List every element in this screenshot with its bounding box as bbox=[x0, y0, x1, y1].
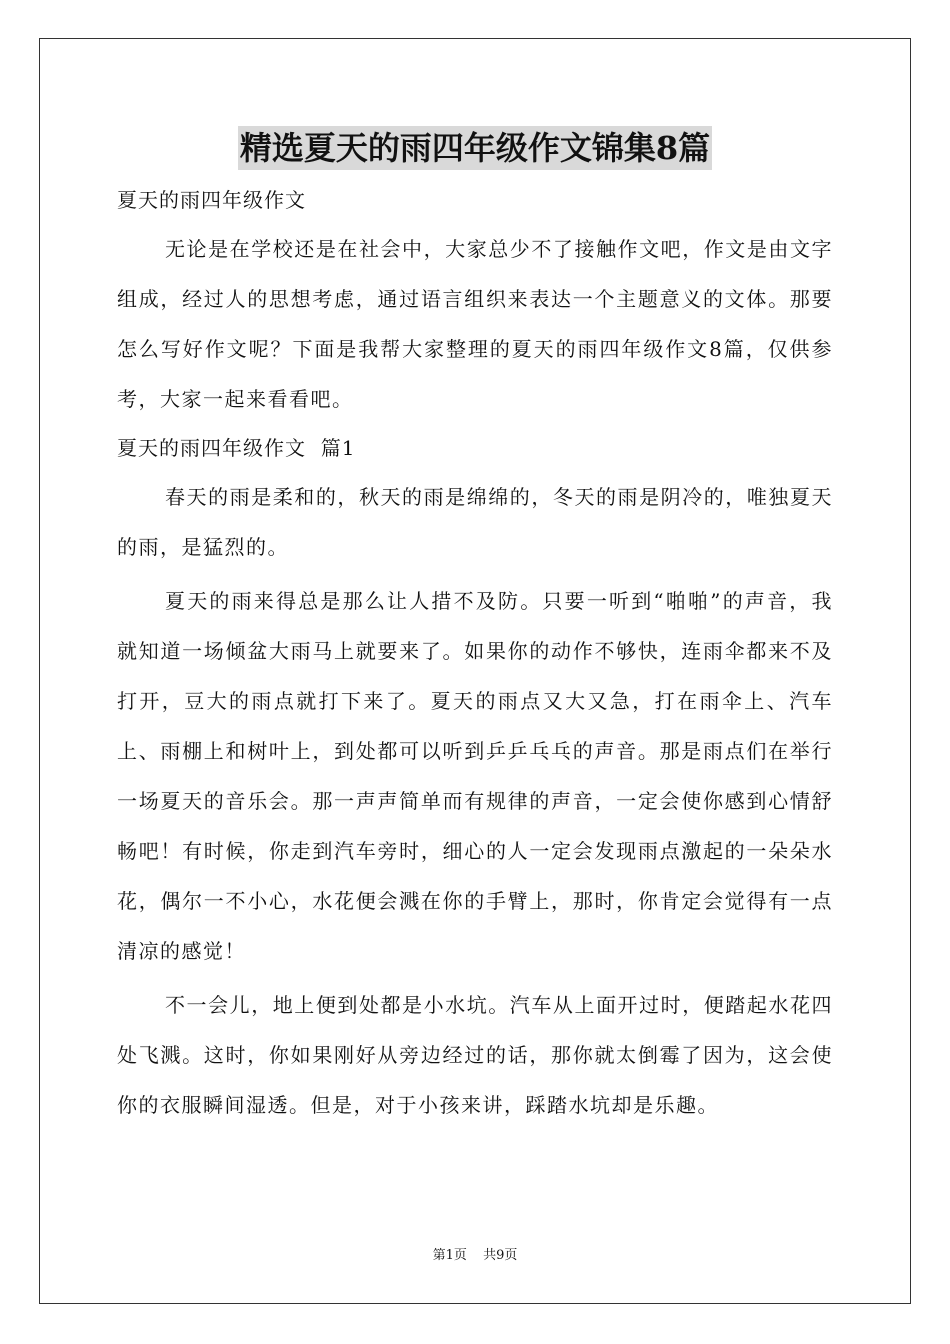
intro-paragraph: 无论是在学校还是在社会中，大家总少不了接触作文吧，作文是由文字组成，经过人的思想考虑，通过语言组织来表达一个主题意义的文体。那要怎么写好作文呢？下面是我帮大家整理的夏天的雨四年级作文8篇，仅供参考，大家一起来看看吧。 bbox=[117, 237, 833, 411]
page-number: 第1页 bbox=[432, 1248, 467, 1263]
document-title: 精选夏天的雨四年级作文锦集8篇 bbox=[238, 126, 712, 170]
document-body bbox=[117, 178, 833, 1130]
title-container bbox=[0, 126, 950, 170]
body-paragraph: 不一会儿，地上便到处都是小水坑。汽车从上面开过时，便踏起水花四处飞溅。这时，你如果刚好从旁边经过的话，那你就太倒霉了因为，这会使你的衣服瞬间湿透。但是，对于小孩来讲，踩踏水坑却是乐趣。 bbox=[117, 993, 833, 1117]
page-total: 共9页 bbox=[483, 1248, 518, 1263]
section-heading: 夏天的雨四年级作文 篇1 bbox=[117, 436, 356, 460]
intro-heading: 夏天的雨四年级作文 bbox=[117, 188, 306, 212]
body-paragraph: 春天的雨是柔和的，秋天的雨是绵绵的，冬天的雨是阴冷的，唯独夏天的雨，是猛烈的。 bbox=[117, 485, 833, 559]
page-footer bbox=[0, 1246, 950, 1266]
body-paragraph: 夏天的雨来得总是那么让人措不及防。只要一听到“啪啪”的声音，我就知道一场倾盆大雨马上就要来了。如果你的动作不够快，连雨伞都来不及打开，豆大的雨点就打下来了。夏天的雨点又大又急，打在雨伞上、汽车上、雨棚上和树叶上，到处都可以听到乒乒乓乓的声音。那是雨点们在举行一场夏天的音乐会。那一声声简单而有规律的声音，一定会使你感到心情舒畅吧！有时候，你走到汽车旁时，细心的人一定会发现雨点激起的一朵朵水花，偶尔一不小心，水花便会溅在你的手臂上，那时，你肯定会觉得有一点清凉的感觉！ bbox=[117, 589, 833, 963]
